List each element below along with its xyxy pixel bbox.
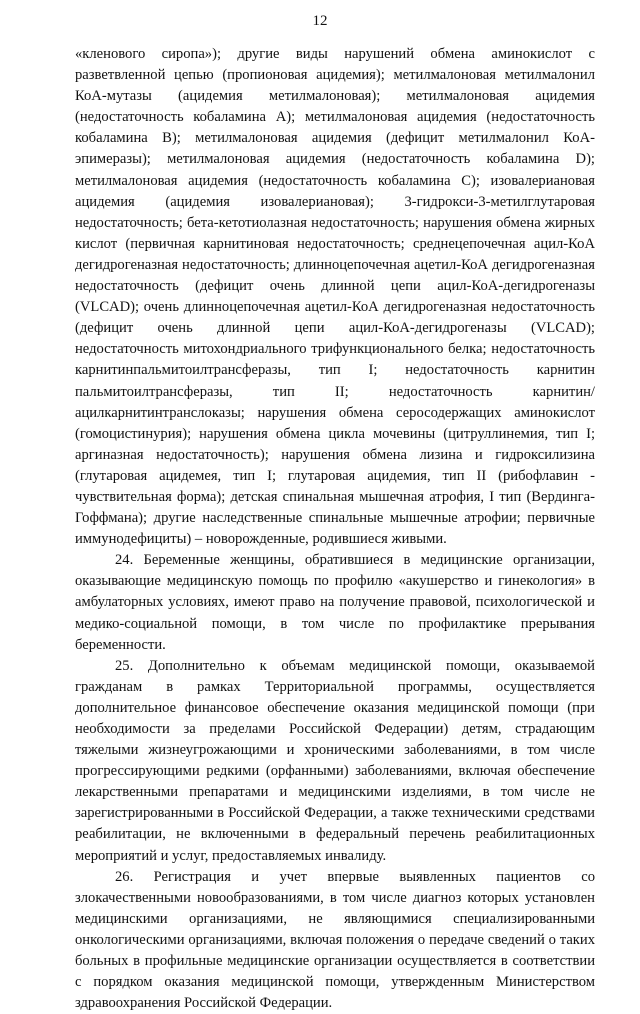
paragraph-continuation: «кленового сиропа»); другие виды нарушений обмена аминокислот с разветвленной цепью (пропионовая ацидемия); метилмалоновая метилмалонил КоА-мутазы (ацидемия метилмалоновая); метилмалоновая ацидемия (недостаточность кобаламина А); метилмалоновая ацидемия (недостаточность кобаламина В); метилмалоновая ацидемия (дефицит метилмалонил КоА-эпимеразы); метилмалоновая ацидемия (недостаточность кобаламина D); метилмалоновая ацидемия (недостаточность кобаламина С); изовалериановая ацидемия (ацидемия изовалериановая); 3-гидрокси-3-метилглутаровая недостаточность; бета-кетотиолазная недостаточность; нарушения обмена жирных кислот (первичная карнитиновая недостаточность; среднецепочечная ацил-КоА дегидрогеназная недостаточность; длинноцепочечная ацетил-КоА дегидрогеназная недостаточность (дефицит очень длинной цепи ацил-КоА-дегидрогеназы (VLCAD); очень длинноцепочечная ацетил-КоА дегидрогеназная недостаточность (дефицит очень длинной цепи ацил-КоА-дегидрогеназы (VLCAD); недостаточность митохондриального трифункционального белка; недостаточность карнитинпальмитоилтрансферазы, тип I; недостаточность карнитин пальмитоилтрансферазы, тип II; недостаточность карнитин/ацилкарнитинтранслоказы; нарушения обмена серосодержащих аминокислот (гомоцистинурия); нарушения обмена цикла мочевины (цитруллинемия, тип I; аргиназная недостаточность); нарушения обмена лизина и гидроксилизина (глутаровая ацидемея, тип I; глутаровая ацидемия, тип II (рибофлавин - чувствительная форма); детская спинальная мышечная атрофия, I тип (Вердинга-Гоффмана); другие наследственные спинальные мышечные атрофии; первичные иммунодефициты) – новорожденные, родившиеся живыми. (75, 46, 595, 548)
page-number: 12 (312, 13, 328, 29)
paragraph-26: 26. Регистрация и учет впервые выявленных пациентов со злокачественными новообразованиями, в том числе диагноз которых установлен медицинскими организациями, не являющимися специализированными онкологическими организациями, включая положения о передаче сведений о таких больных в профильные медицинские организации осуществляется в соответствии с порядком оказания медицинской помощи, утвержденным Министерством здравоохранения Российской Федерации. (75, 868, 595, 1012)
document-body (75, 44, 595, 1014)
paragraph-24: 24. Беременные женщины, обратившиеся в медицинские организации, оказывающие медицинскую помощь по профилю «акушерство и гинекология» в амбулаторных условиях, имеют право на получение правовой, психологической и медико-социальной помощи, в том числе по профилактике прерывания беременности. (75, 552, 595, 653)
paragraph-25: 25. Дополнительно к объемам медицинской помощи, оказываемой гражданам в рамках Территориальной программы, осуществляется дополнительное финансовое обеспечение оказания медицинской помощи (при необходимости за пределами Российской Федерации) детям, страдающим тяжелыми жизнеугрожающими и хроническими заболеваниями, в том числе прогрессирующими редкими (орфанными) заболеваниями, включая обеспечение лекарственными препаратами и медицинскими изделиями, в том числе не зарегистрированными в Российской Федерации, а также техническими средствами реабилитации, не включенными в федеральный перечень реабилитационных мероприятий и услуг, предоставляемых инвалиду. (75, 657, 595, 864)
